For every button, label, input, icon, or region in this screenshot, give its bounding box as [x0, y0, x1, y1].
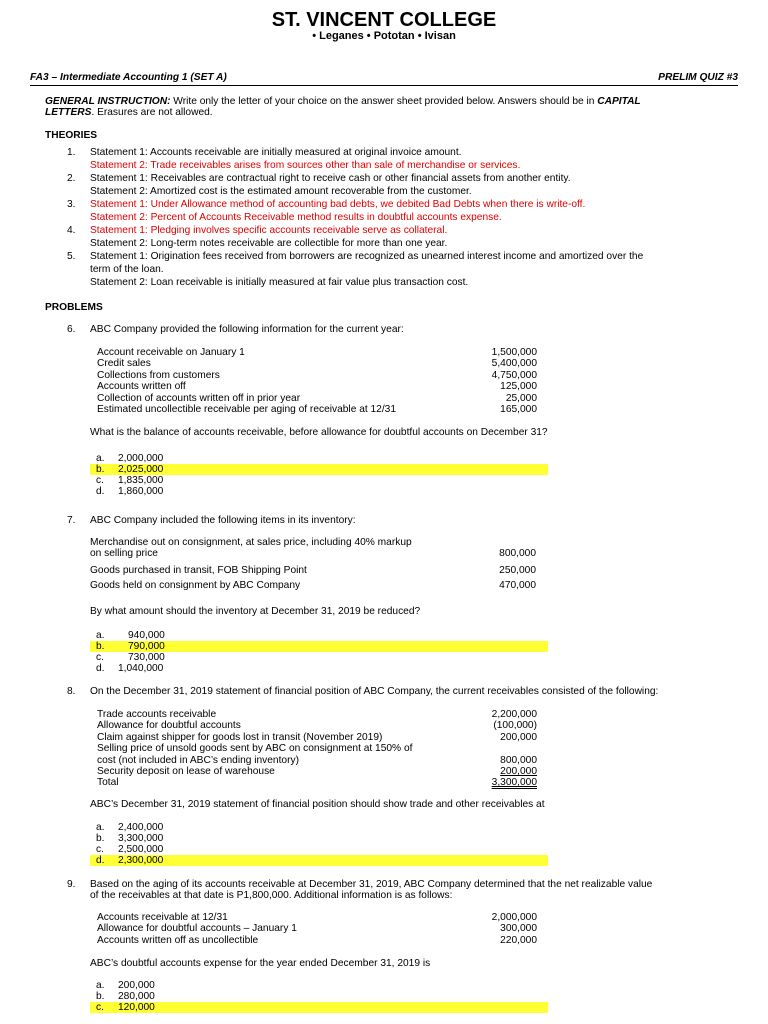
choice-letter: d. [96, 486, 105, 497]
table-row [97, 766, 537, 777]
table-row [97, 709, 537, 720]
row-label: Goods purchased in transit, FOB Shipping Point [90, 565, 307, 576]
theory-5-statement-2: Statement 2: Loan receivable is initially measured at fair value plus transaction cost. [90, 277, 469, 288]
table-row [97, 755, 537, 766]
choice-letter: a. [96, 980, 105, 991]
table-row [90, 580, 536, 595]
table-row [97, 720, 537, 731]
q8-question: ABC’s December 31, 2019 statement of financial position should show trade and other receivables at [90, 799, 545, 810]
row-label: Accounts written off as uncollectible [97, 934, 259, 946]
choice-option-highlighted [90, 1002, 548, 1013]
choice-option [90, 980, 548, 991]
q9-stem-cont: of the receivables at that date is P1,800,000. Additional information is as follows: [90, 890, 453, 901]
theory-number: 2. [67, 173, 76, 184]
choice-letter: a. [96, 630, 105, 641]
choice-option-highlighted [90, 464, 548, 475]
q9-table [97, 912, 537, 946]
table-row [90, 537, 536, 560]
instruction-text-2: . Erasures are not allowed. [91, 107, 213, 119]
row-label: Accounts written off [97, 381, 186, 393]
table-row [97, 358, 537, 369]
q7-stem: ABC Company included the following items in its inventory: [90, 515, 356, 526]
campus-list: • Leganes • Pototan • Ivisan [312, 30, 456, 42]
table-row [97, 912, 537, 923]
row-label: Security deposit on lease of warehouse [97, 765, 275, 777]
table-row [97, 393, 537, 404]
question-number: 8. [67, 686, 76, 697]
choice-letter: d. [96, 855, 105, 866]
row-value: 200,000 [500, 765, 537, 777]
choice-value: 3,300,000 [118, 833, 164, 844]
choice-value: 2,025,000 [118, 464, 164, 475]
choice-value: 1,835,000 [118, 475, 164, 486]
row-value: 220,000 [500, 934, 537, 946]
row-value: (100,000) [493, 720, 537, 732]
choice-letter: c. [96, 475, 104, 486]
instruction-caps-2: LETTERS [45, 107, 92, 119]
table-row [97, 732, 537, 743]
row-label: Collection of accounts written off in prior year [97, 392, 301, 404]
choice-value: 2,500,000 [118, 844, 164, 855]
table-row [97, 935, 537, 946]
question-number: 6. [67, 324, 76, 335]
problems-heading: PROBLEMS [45, 302, 103, 313]
choice-option [90, 991, 548, 1002]
theory-5-statement-1: Statement 1: Origination fees received from borrowers are recognized as unearned interest income and amortized over the [90, 251, 644, 262]
choice-value: 730,000 [128, 652, 165, 663]
q6-question: What is the balance of accounts receivable, before allowance for doubtful accounts on December 31? [90, 427, 548, 438]
choice-letter: c. [96, 844, 104, 855]
table-row [97, 370, 537, 381]
row-value: 800,000 [499, 548, 536, 559]
table-row [97, 777, 537, 788]
theory-4-statement-2: Statement 2: Long-term notes receivable are collectible for more than one year. [90, 238, 448, 249]
row-label: Allowance for doubtful accounts – January 1 [97, 923, 297, 935]
choice-letter: b. [96, 991, 105, 1002]
row-label: Trade accounts receivable [97, 709, 217, 720]
q7-table [90, 537, 536, 595]
row-label: Goods held on consignment by ABC Company [90, 580, 301, 591]
q9-question: ABC’s doubtful accounts expense for the year ended December 31, 2019 is [90, 958, 431, 969]
instruction-caps: CAPITAL [597, 96, 641, 107]
q6-stem: ABC Company provided the following information for the current year: [90, 324, 404, 335]
choice-option [90, 844, 548, 855]
row-label: Claim against shipper for goods lost in transit (November 2019) [97, 731, 383, 743]
choice-value: 1,040,000 [118, 663, 164, 674]
choice-letter: c. [96, 1002, 104, 1013]
choice-value: 2,300,000 [118, 855, 164, 866]
table-row [97, 923, 537, 934]
row-label: Account receivable on January 1 [97, 347, 245, 358]
college-name: ST. VINCENT COLLEGE [271, 9, 497, 31]
choice-letter: b. [96, 464, 105, 475]
choice-option [90, 475, 548, 486]
choice-value: 120,000 [118, 1002, 155, 1013]
row-value: 25,000 [505, 392, 537, 404]
choice-letter: b. [96, 641, 105, 652]
choice-option [90, 453, 548, 464]
table-row [90, 565, 536, 580]
table-row [97, 381, 537, 392]
choice-value: 790,000 [128, 641, 165, 652]
theory-3-statement-2: Statement 2: Percent of Accounts Receivable method results in doubtful accounts expense. [90, 212, 502, 223]
row-value: 2,000,000 [491, 912, 537, 923]
row-label: Merchandise out on consignment, at sales price, including 40% markup [90, 537, 412, 548]
choice-value: 2,000,000 [118, 453, 164, 464]
row-label: Accounts receivable at 12/31 [97, 912, 228, 923]
choice-option [90, 833, 548, 844]
general-instruction [45, 96, 725, 119]
choice-option [90, 663, 548, 674]
q8-table [97, 709, 537, 789]
choice-value: 1,860,000 [118, 486, 164, 497]
choice-option [90, 652, 548, 663]
course-title: FA3 – Intermediate Accounting 1 (SET A) [30, 72, 227, 83]
choice-letter: b. [96, 833, 105, 844]
q6-table [97, 347, 537, 415]
theory-1-statement-2: Statement 2: Trade receivables arises from sources other than sale of merchandise or services. [90, 160, 521, 171]
choice-option [90, 486, 548, 497]
theory-4-statement-1: Statement 1: Pledging involves specific accounts receivable serve as collateral. [90, 225, 448, 236]
row-value: 2,200,000 [491, 709, 537, 720]
row-label: cost (not included in ABC’s ending inventory) [97, 754, 299, 766]
choice-value: 940,000 [128, 630, 165, 641]
row-value: 200,000 [500, 731, 537, 743]
row-value: 250,000 [499, 565, 536, 576]
theory-number: 4. [67, 225, 76, 236]
theory-number: 3. [67, 199, 76, 210]
quiz-title: PRELIM QUIZ #3 [658, 72, 738, 83]
row-value: 300,000 [500, 923, 537, 935]
instruction-label: GENERAL INSTRUCTION: [45, 96, 171, 107]
row-value: 5,400,000 [491, 358, 537, 370]
row-label: Estimated uncollectible receivable per aging of receivable at 12/31 [97, 403, 397, 415]
row-value: 165,000 [500, 403, 537, 415]
row-value: 1,500,000 [491, 347, 537, 358]
question-number: 9. [67, 879, 76, 890]
theories-heading: THEORIES [45, 130, 98, 141]
row-label: Allowance for doubtful accounts [97, 720, 241, 732]
q8-stem: On the December 31, 2019 statement of financial position of ABC Company, the current receivables consisted of the following: [90, 686, 659, 697]
choice-value: 2,400,000 [118, 822, 164, 833]
theory-1-statement-1: Statement 1: Accounts receivable are initially measured at original invoice amount. [90, 147, 462, 158]
choice-letter: d. [96, 663, 105, 674]
row-label-cont: on selling price [90, 548, 158, 560]
row-label: Total [97, 777, 119, 789]
row-label: Collections from customers [97, 369, 220, 381]
choice-option [90, 630, 548, 641]
row-value: 800,000 [500, 754, 537, 766]
choice-letter: a. [96, 453, 105, 464]
theory-2-statement-2: Statement 2: Amortized cost is the estimated amount recoverable from the customer. [90, 186, 472, 197]
theory-5-statement-1-cont: term of the loan. [90, 264, 164, 275]
theory-number: 5. [67, 251, 76, 262]
theory-2-statement-1: Statement 1: Receivables are contractual right to receive cash or other financial assets from another entity. [90, 173, 571, 184]
table-row [97, 404, 537, 415]
choice-value: 280,000 [118, 991, 155, 1002]
row-value: 4,750,000 [491, 369, 537, 381]
choice-letter: c. [96, 652, 104, 663]
row-label: Selling price of unsold goods sent by ABC on consignment at 150% of [97, 743, 413, 755]
row-value: 470,000 [499, 580, 536, 591]
choice-option-highlighted [90, 641, 548, 652]
table-row [97, 347, 537, 358]
choice-letter: a. [96, 822, 105, 833]
choice-option-highlighted [90, 855, 548, 866]
table-row [97, 743, 537, 754]
q9-stem: Based on the aging of its accounts receivable at December 31, 2019, ABC Company determined that the net realizable value [90, 879, 653, 890]
theory-3-statement-1: Statement 1: Under Allowance method of accounting bad debts, we debited Bad Debts when there is write-off. [90, 199, 586, 210]
choice-value: 200,000 [118, 980, 155, 991]
choice-option [90, 822, 548, 833]
theory-number: 1. [67, 147, 76, 158]
instruction-text-1: Write only the letter of your choice on the answer sheet provided below. Answers should be in [170, 96, 598, 107]
q7-question: By what amount should the inventory at December 31, 2019 be reduced? [90, 606, 421, 617]
row-value: 125,000 [500, 381, 537, 393]
row-label: Credit sales [97, 358, 151, 370]
quiz-header-bar [30, 72, 738, 86]
question-number: 7. [67, 515, 76, 526]
row-value: 3,300,000 [491, 777, 537, 789]
